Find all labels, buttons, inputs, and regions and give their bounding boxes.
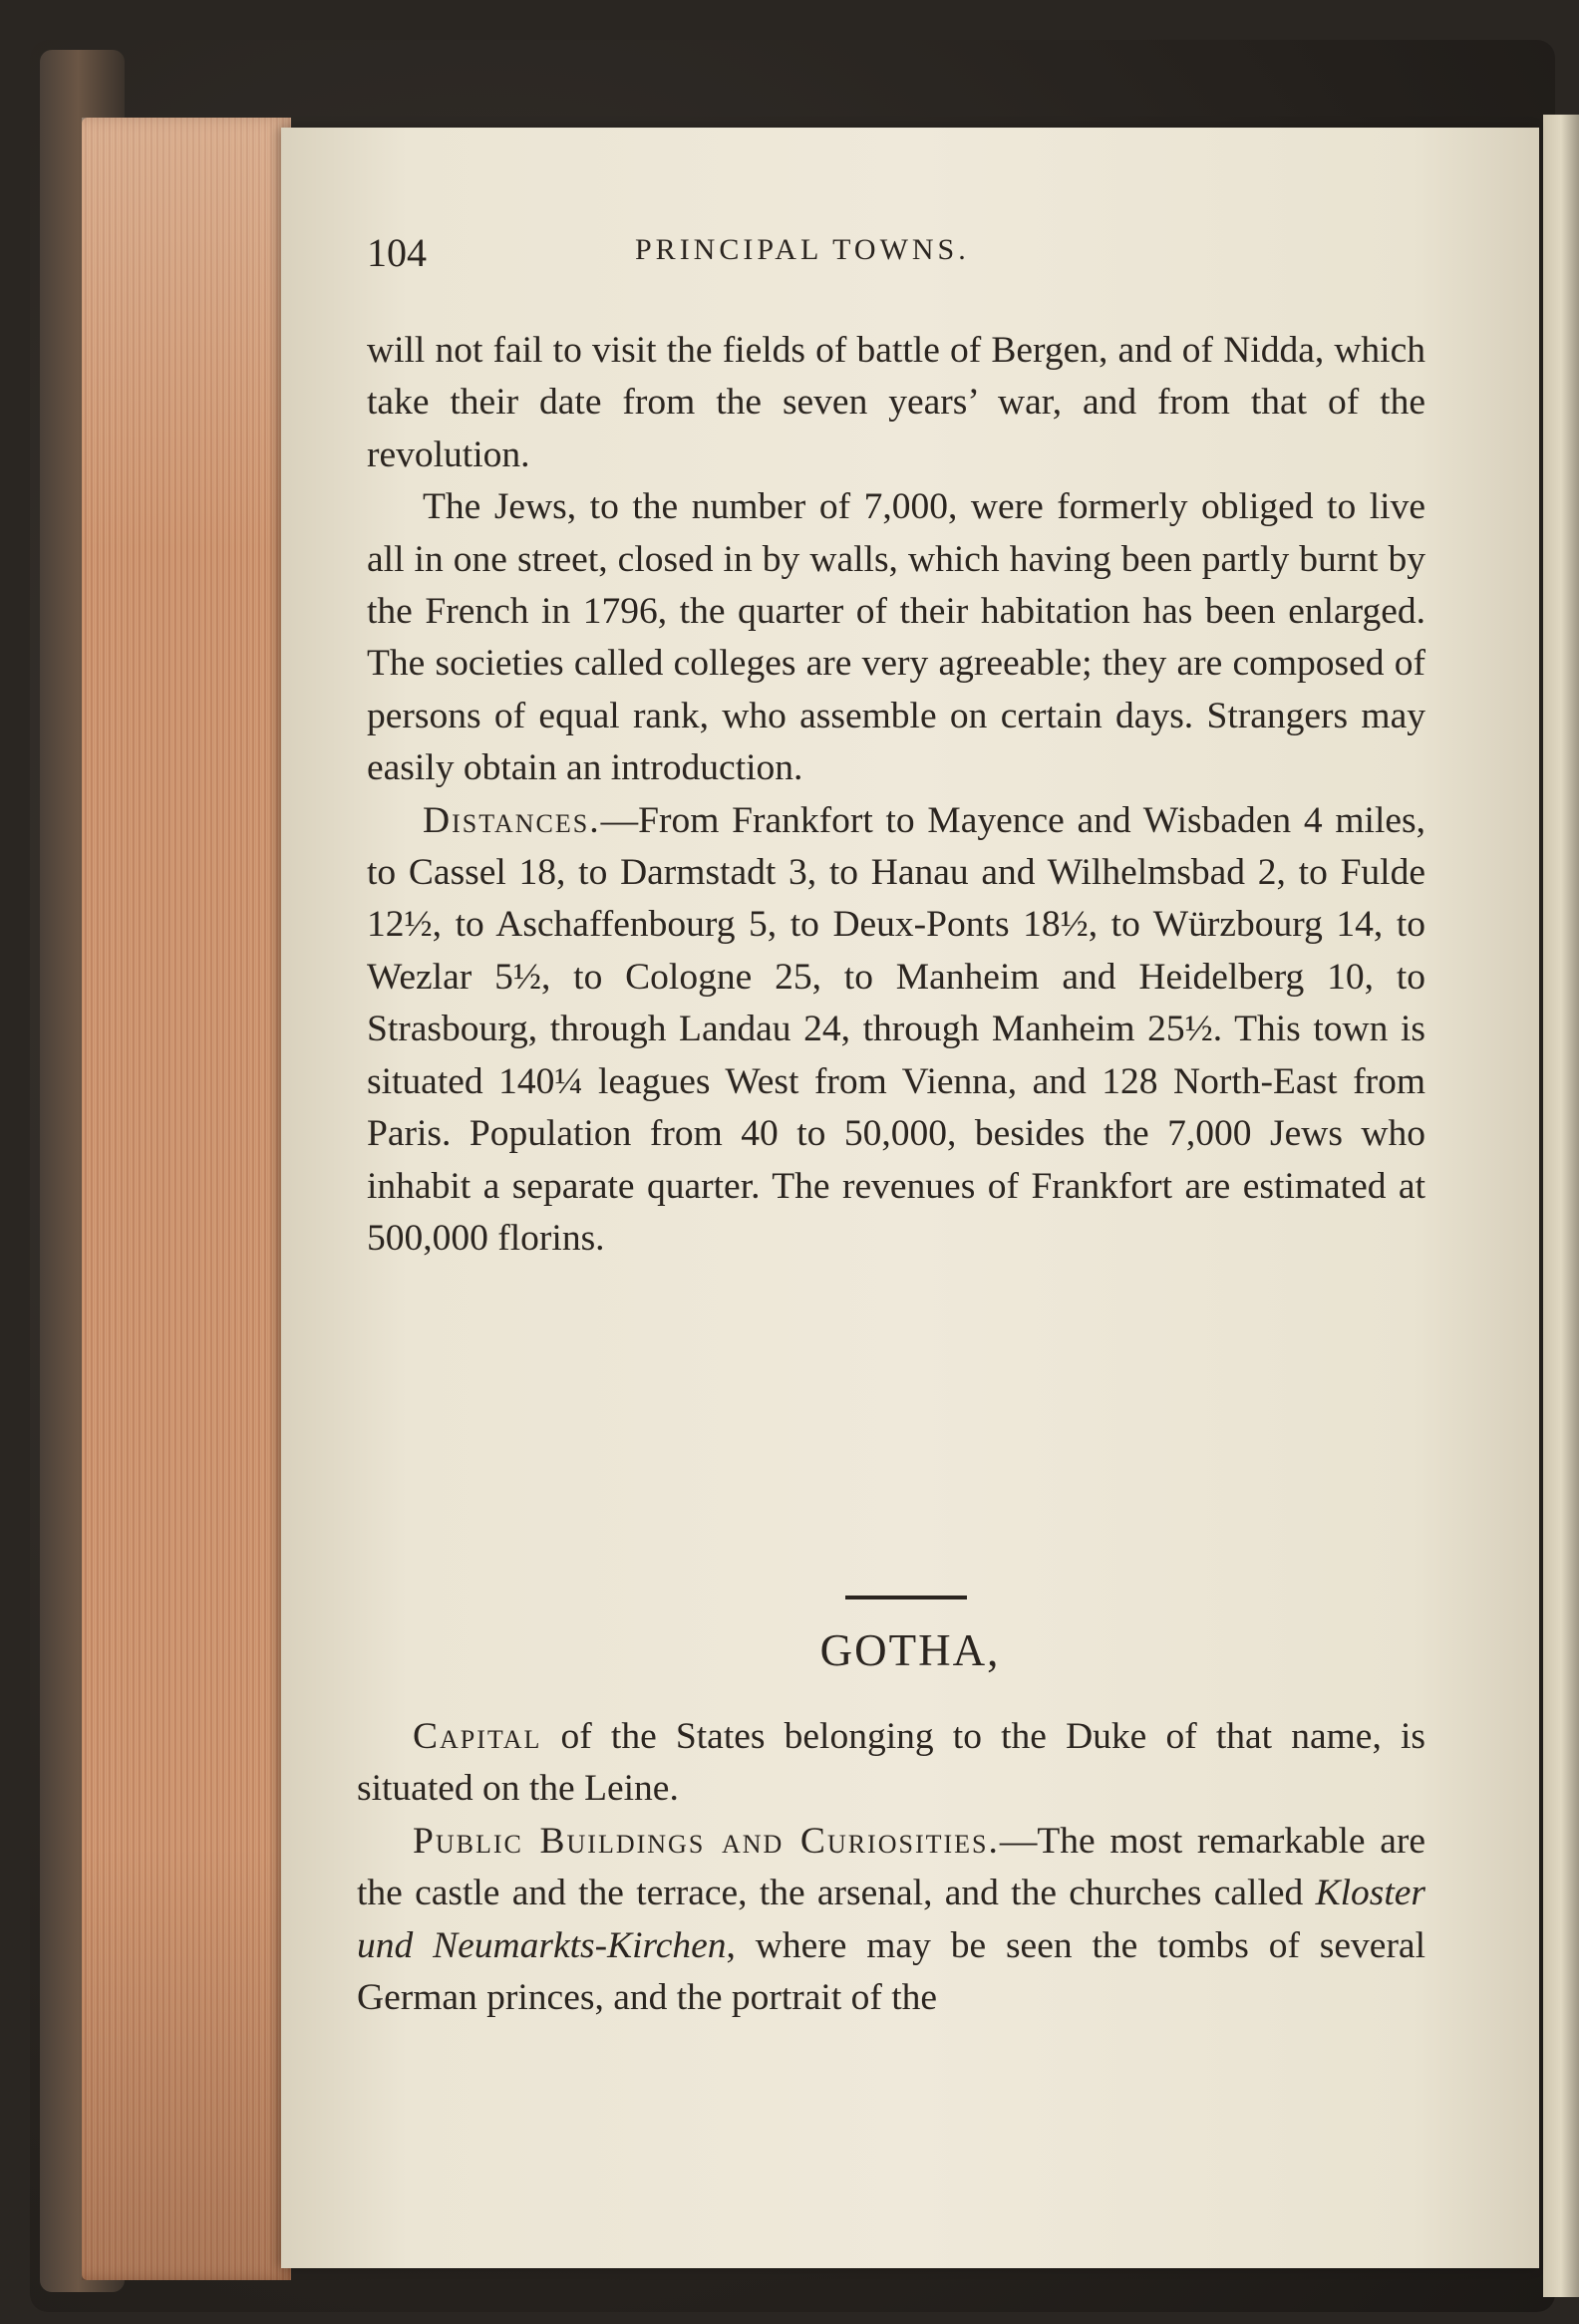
churches-name: Kloster und Neumarkts-Kirchen	[357, 1873, 1425, 1966]
distances-text: —From Frankfort to Mayence and Wisbaden 4 miles, to Cassel 18, to Darmstadt 3, to Hanau and Wilhelmsbad 2, to Fulde 12½, to Aschaffenbourg 5, to Deux-Ponts 18½, to Würzbourg 14, to Wezlar 5½, to Cologne 25, to Manheim and Heidelberg 10, to Strasbourg, through Landau 24, through Manheim 25½. This town is situated 140¼ leagues West from Vienna, and 128 North-East from Paris. Population from 40 to 50,000, besides the 7,000 Jews who inhabit a separate quarter. The revenues of Frankfort are estimated at 500,000 florins.	[367, 799, 1425, 1259]
paragraph-jews: The Jews, to the number of 7,000, were formerly obliged to live all in one street, closed in by walls, which having been partly burnt by the French in 1796, the quarter of their habitation has been enlarged. The societies called colleges are very agreeable; they are composed of persons of equal rank, who assemble on certain days. Strangers may easily obtain an introduction.	[367, 486, 1425, 789]
capital-text: of the States belonging to the Duke of that name, is situated on the Leine.	[357, 1716, 1425, 1810]
frankfort-text	[367, 325, 1425, 1265]
running-head: PRINCIPAL TOWNS.	[635, 233, 970, 266]
page-fore-edge	[82, 118, 291, 2280]
public-buildings-text-a: —The most remarkable are the castle and the terrace, the arsenal, and the churches called	[357, 1820, 1425, 1914]
facing-page-edge	[1543, 115, 1579, 2297]
book-page	[281, 128, 1539, 2268]
paragraph-distances	[367, 795, 1425, 1266]
gotha-text	[357, 1711, 1425, 2024]
distances-heading: Distances.	[423, 799, 601, 841]
paragraph-capital	[357, 1711, 1425, 1816]
paragraph-fields-of-battle: will not fail to visit the fields of battle of Bergen, and of Nidda, which take their date from the seven years’ war, and from that of the revolution.	[367, 330, 1425, 475]
public-buildings-heading: Public Buildings and Curiosities.	[413, 1820, 1000, 1862]
page-number: 104	[367, 230, 427, 275]
section-divider	[845, 1596, 967, 1599]
public-buildings-text-b: , where may be seen the tombs of several German princes, and the portrait of the	[357, 1924, 1425, 2019]
capital-heading: Capital	[413, 1716, 542, 1757]
section-title-gotha: GOTHA,	[819, 1625, 1001, 1675]
paragraph-public-buildings	[357, 1816, 1425, 2025]
